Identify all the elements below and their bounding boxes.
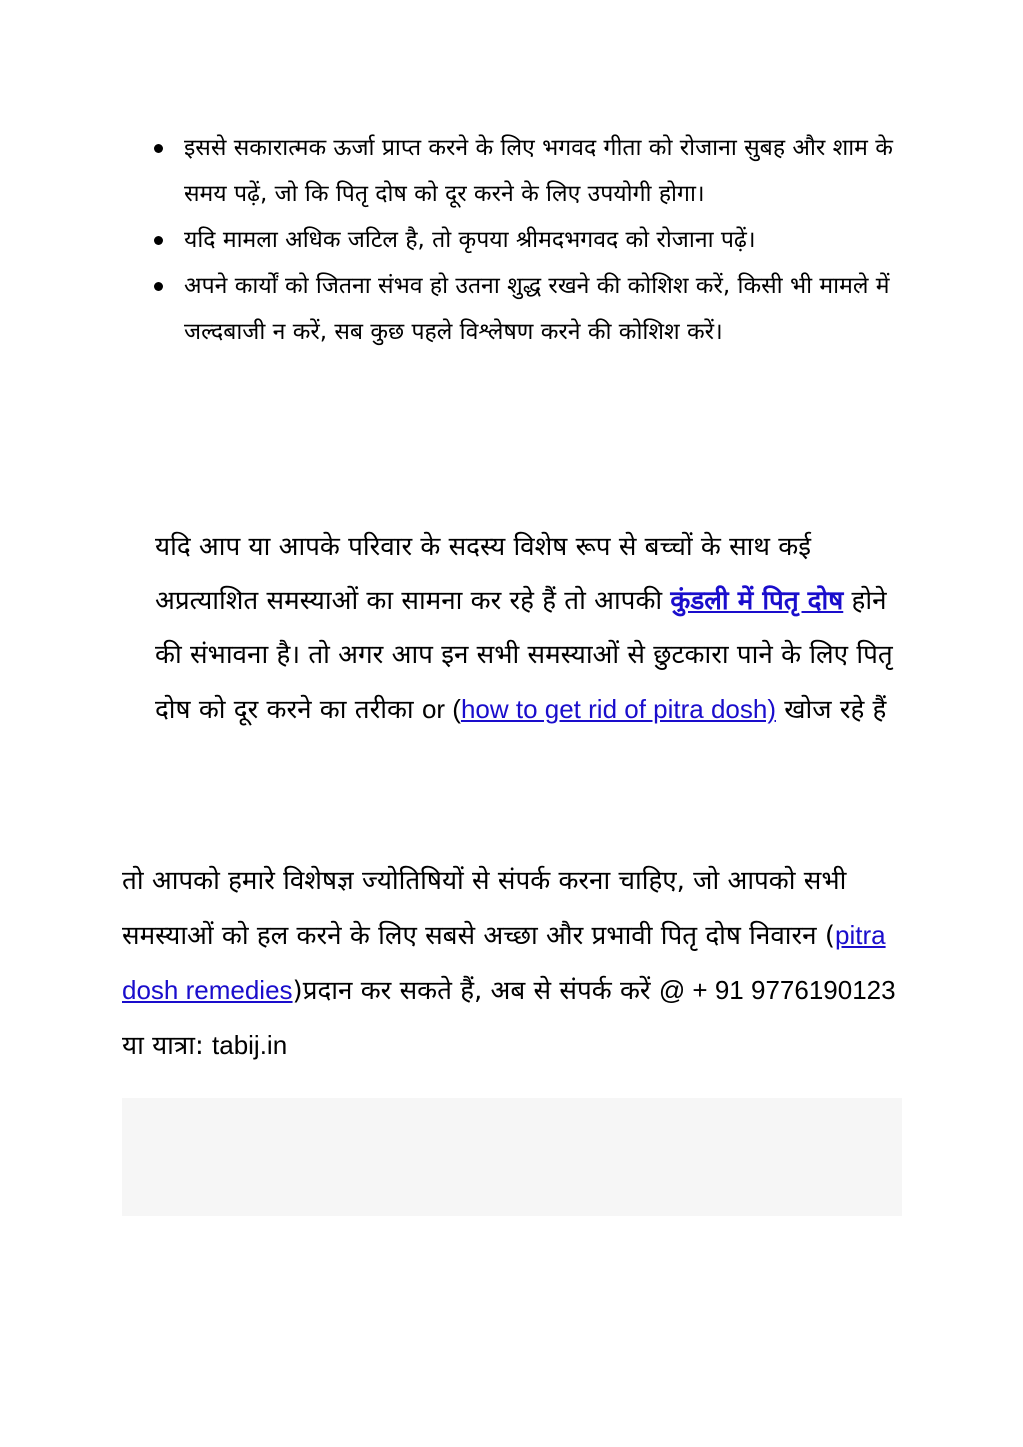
empty-content-box [122,1098,902,1216]
para1-text-1: यदि आप या आपके परिवार के सदस्य विशेष रूप से बच्चों के साथ कई अप्रत्याशित समस्याओं का सामना कर रहे हैं तो आपकी [155,532,811,616]
bullet-text-1: इससे सकारात्मक ऊर्जा प्राप्त करने के लिए भगवद गीता को रोजाना सुबह और शाम के समय पढ़ें, जो कि पितृ दोष को दूर करने के लिए उपयोगी होगा। [184,135,893,207]
bullet-list [150,125,910,355]
para2-text-2: )प्रदान कर सकते हैं, अब से संपर्क करें [292,976,659,1006]
para1-text-3: खोज रहे हैं [776,695,887,725]
how-to-get-rid-link[interactable]: how to get rid of pitra dosh) [460,694,776,724]
contact-number: @ + 91 9776190123 [658,975,896,1005]
bullet-text-2: यदि मामला अधिक जटिल है, तो कृपया श्रीमदभगवद को रोजाना पढ़ें। [184,227,756,253]
paragraph-contact-astrologers [122,854,912,1073]
para1-text-2: होने की संभावना है। तो अगर आप इन सभी समस्याओं से छुटकारा पाने के लिए पितृ दोष को दूर करने का तरीका [155,586,893,725]
kundli-pitra-dosh-link[interactable]: कुंडली में पितृ दोष [670,586,844,616]
bullet-icon [154,144,163,153]
bullet-text-3: अपने कार्यों को जितना संभव हो उतना शुद्ध रखने की कोशिश करें, किसी भी मामले में जल्दबाजी न करें, सब कुछ पहले विश्लेषण करने की कोशिश करें। [184,273,890,345]
list-item [150,263,910,355]
bullet-icon [154,236,163,245]
para2-text-1: तो आपको हमारे विशेषज्ञ ज्योतिषियों से संपर्क करना चाहिए, जो आपको सभी समस्याओं को हल करने के लिए सबसे अच्छा और प्रभावी पितृ दोष निवारन ( [122,866,847,951]
list-item [150,125,910,217]
para1-or-word: or ( [421,694,461,724]
para2-text-3: या यात्रा: [122,1031,213,1061]
list-item [150,217,910,263]
bullet-icon [154,282,163,291]
pitra-dosh-remedies-link[interactable]: pitra dosh remedies [122,920,886,1005]
paragraph-pitra-dosh-problem [155,520,915,737]
website-name: tabij.in [212,1030,288,1060]
